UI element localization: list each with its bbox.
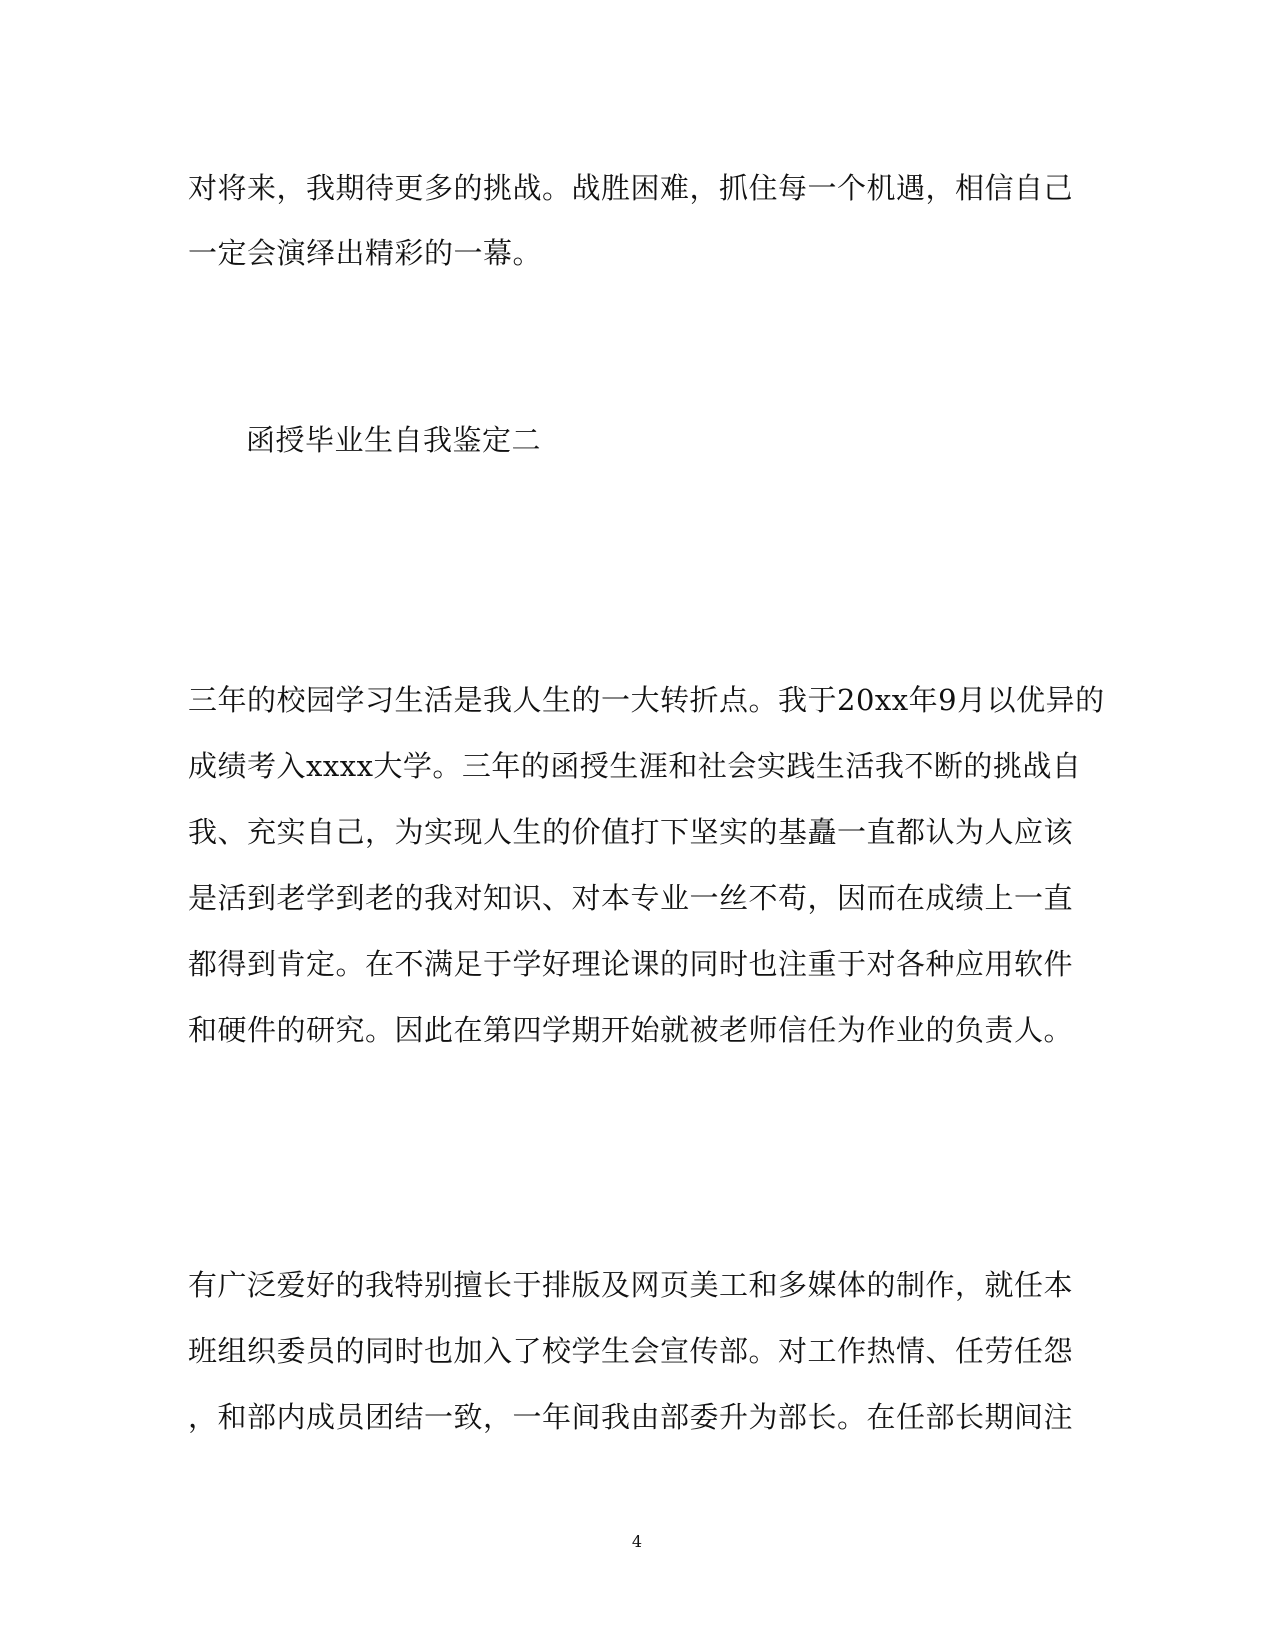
paragraph-1-line-1: 对将来，我期待更多的挑战。战胜困难，抓住每一个机遇，相信自己	[188, 171, 1074, 205]
page-number: 4	[631, 1532, 643, 1551]
paragraph-2-line-1: 三年的校园学习生活是我人生的一大转折点。我于20xx年9月以优异的	[188, 683, 1105, 717]
section-heading: 函授毕业生自我鉴定二	[246, 423, 542, 457]
paragraph-2-line-5: 都得到肯定。在不满足于学好理论课的同时也注重于对各种应用软件	[188, 947, 1074, 981]
paragraph-1-line-2: 一定会演绎出精彩的一幕。	[188, 236, 543, 270]
paragraph-3-line-1: 有广泛爱好的我特别擅长于排版及网页美工和多媒体的制作，就任本	[188, 1268, 1074, 1302]
paragraph-3-line-2: 班组织委员的同时也加入了校学生会宣传部。对工作热情、任劳任怨	[188, 1334, 1074, 1368]
paragraph-2-line-4: 是活到老学到老的我对知识、对本专业一丝不苟，因而在成绩上一直	[188, 881, 1074, 915]
paragraph-2-line-3: 我、充实自己，为实现人生的价值打下坚实的基矗一直都认为人应该	[188, 815, 1074, 849]
paragraph-2-line-2: 成绩考入xxxx大学。三年的函授生涯和社会实践生活我不断的挑战自	[188, 749, 1082, 783]
paragraph-2-line-6: 和硬件的研究。因此在第四学期开始就被老师信任为作业的负责人。	[188, 1013, 1074, 1047]
paragraph-3-line-3: ，和部内成员团结一致，一年间我由部委升为部长。在任部长期间注	[188, 1400, 1074, 1434]
